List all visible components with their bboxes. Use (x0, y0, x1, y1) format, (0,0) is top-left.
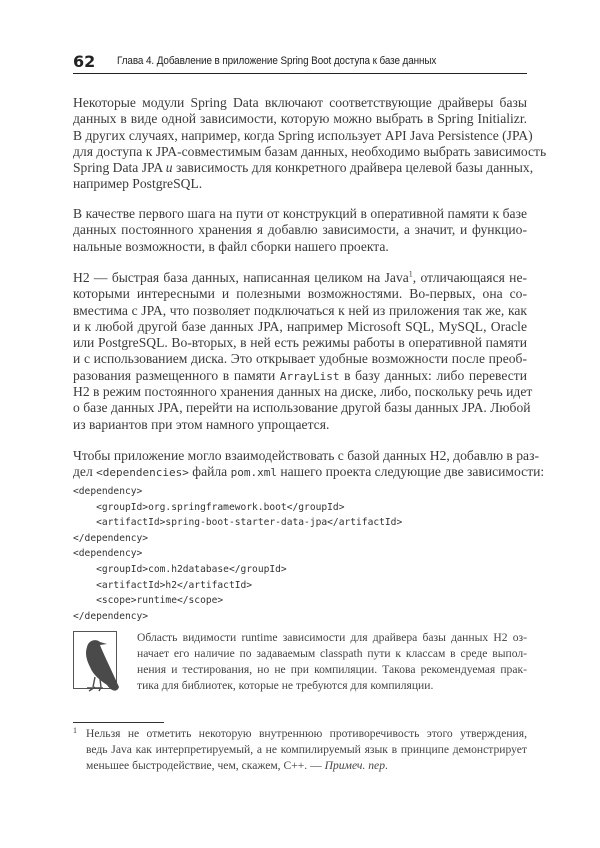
text-line: например PostgreSQL. (73, 176, 203, 192)
paragraph (73, 448, 545, 481)
text-line: Чтобы приложение могло взаимодействовать с базой данных H2, добавлю в раз- (73, 448, 539, 463)
footnote-divider (73, 722, 164, 723)
text-line: из вариантов при этом намного упрощается. (73, 416, 330, 432)
text-span: в базу данных: либо перевести (339, 367, 527, 383)
crow-icon (73, 631, 121, 694)
text-line: нальные возможности, в файл сборки нашего проекта. (73, 238, 389, 254)
footnote-mark: 1 (73, 726, 77, 735)
text-line: начает его наличие по задаваемым classpath пути к классам в среде выпол- (137, 647, 527, 660)
text-line (73, 368, 527, 384)
text-line (73, 270, 527, 286)
inline-code: ArrayList (279, 369, 340, 383)
text-span: файла (188, 464, 231, 480)
text-line: нения и тестирования, но не при компиляции. Такова рекомендуемая прак- (137, 663, 527, 676)
text-line: тика для библиотек, которые не требуются для компиляции. (137, 679, 434, 692)
text-line: Область видимости runtime зависимости для драйвера базы данных H2 оз- (137, 631, 527, 644)
text-line: Нельзя не отметить некоторую внутреннюю противоречивость этого утверждения, (86, 727, 527, 740)
paragraph (73, 95, 547, 193)
note (137, 630, 527, 694)
text-line: данных в виде одной зависимости, которую можно выбрать в Spring Initializr. (73, 111, 527, 127)
chapter-title: Глава 4. Добавление в приложение Spring Boot доступа к базе данных (117, 55, 437, 67)
text-span: нашего проекта следующие две зависимости: (276, 464, 545, 480)
text-line: В других случаях, например, когда Spring использует API Java Persistence (JPA) (73, 127, 533, 143)
text-line: и с использованием диска. Это открывает удобные возможности после преоб- (73, 351, 527, 367)
text-line (73, 160, 534, 176)
text-line: вместима с JPA, что позволяет подключаться к ней из приложения так же, как (73, 302, 527, 318)
text-line (86, 758, 527, 774)
text-line: или PostgreSQL. Во-вторых, в ней есть режимы работы в оперативной памяти (73, 335, 527, 351)
running-header (73, 52, 527, 74)
text-span: Примеч. пер (324, 759, 386, 772)
inline-code: <dependencies> (96, 466, 189, 480)
text-line (73, 464, 545, 480)
text-span: меньшее быстродействие, чем, скажем, C++. — (86, 759, 325, 772)
paragraph (73, 206, 527, 255)
text-span: H2 — быстрая база данных, написанная целиком на Java (73, 270, 409, 285)
text-line: ведь Java как интерпретируемый, а не компилируемый язык в принципе демонстрирует (86, 743, 527, 756)
text-span: дел (73, 464, 97, 480)
code-block: <dependency> <groupId>org.springframework.boot</groupId> <artifactId>spring-boot-starter-data-jpa</artifactId> </dependency> <dependency> <groupId>com.h2database</groupId> <artifactId>h2</artifactId> <scope>runtime</scope> </dependency> (73, 486, 403, 622)
inline-code: pom.xml (230, 466, 277, 480)
text-line: о базе данных JPA, перейти на использование другой базы данных JPA. Любой (73, 400, 531, 416)
text-line: для доступа к JPA-совместимым базам данных, необходимо выбрать зависимость (73, 143, 547, 159)
text-span: Spring Data JPA (73, 160, 166, 176)
paragraph (73, 269, 533, 433)
page-number: 62 (73, 52, 96, 71)
text-line: В качестве первого шага на пути от конструкций в оперативной памяти к базе (73, 206, 527, 221)
text-line: и к любой другой базе данных JPA, например Microsoft SQL, MySQL, Oracle (73, 318, 527, 334)
text-span: . (385, 759, 388, 772)
text-span: разования размещенного в памяти (73, 367, 280, 383)
footnote (86, 726, 527, 774)
text-line: Некоторые модули Spring Data включают соответствующие драйверы базы (73, 95, 527, 110)
text-span: , отличающаяся не- (412, 270, 527, 285)
text-span: зависимость для конкретного драйвера целевой базы данных, (172, 160, 534, 176)
text-span: и (165, 160, 173, 176)
text-line: H2 в режим постоянного хранения данных на диске, либо, поскольку речь идет (73, 384, 533, 400)
text-line: данных постоянного хранения я добавлю зависимости, а значит, и функцио- (73, 222, 527, 238)
text-line: которыми интересными и полезными возможностями. Во-первых, она со- (73, 286, 527, 302)
footnote-ref: 1 (408, 269, 413, 279)
